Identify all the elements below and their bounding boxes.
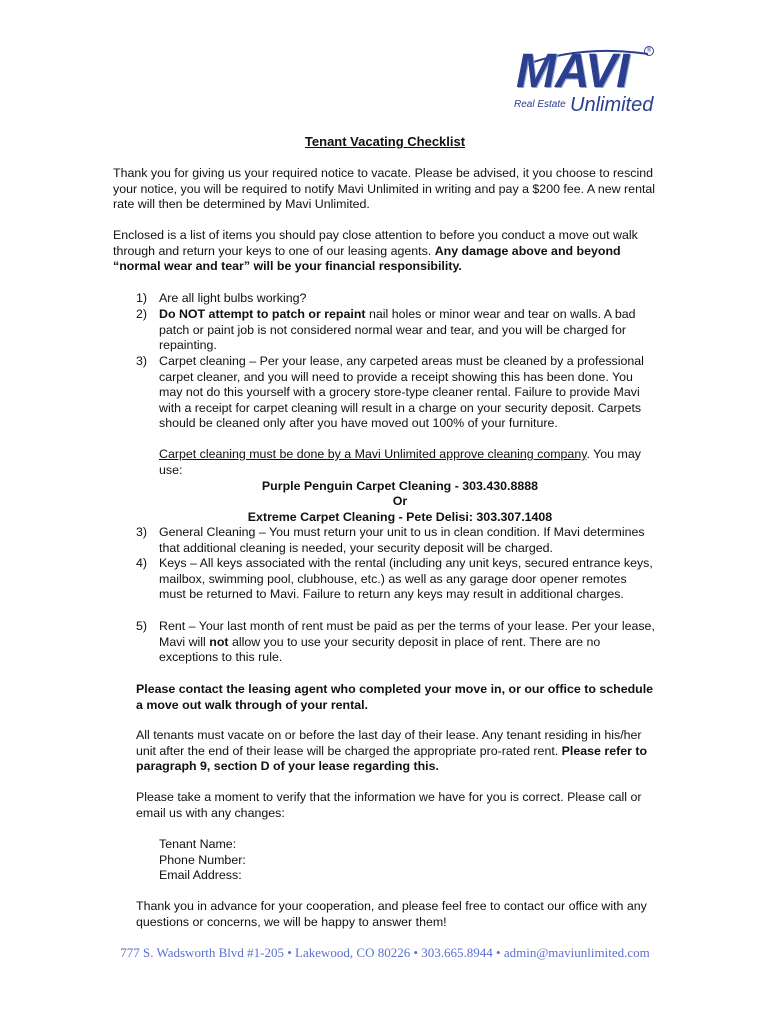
carpet-note	[159, 447, 656, 478]
carpet-note-rest: . You may use:	[159, 447, 641, 477]
enclosed-bold: Any damage above and beyond “normal wear and tear” will be your financial responsibility.	[113, 243, 621, 274]
item-number: 4)	[136, 556, 148, 570]
field-tenant-name: Tenant Name:	[159, 837, 237, 851]
item-rent-a: Rent – Your last month of rent must be paid as per the terms of your lease. Per your lease, Mavi will	[159, 619, 655, 649]
item-2-text	[159, 307, 656, 354]
vacate-bold: Please refer to paragraph 9, section D of your lease regarding this.	[136, 743, 648, 774]
vacate-text: All tenants must vacate on or before the last day of their lease. Any tenant residing in his/her unit after the end of their lease will be charged the appropriate pro-rated rent.	[136, 728, 642, 758]
enclosed-paragraph	[113, 228, 658, 275]
item-3-text: Carpet cleaning – Per your lease, any carpeted areas must be cleaned by a professional carpet cleaner, and you will need to provide a receipt showing this has been done. You may not do this yourself with a grocery store-type cleaner rental. Failure to provide Mavi with a receipt for carpet cleaning will result in a charge on your security deposit. Carpets should be cleaned only after you have moved out 100% of your furniture.	[159, 354, 644, 431]
item-number: 3)	[136, 525, 148, 539]
logo-registered-mark: ®	[644, 46, 654, 56]
vendor-first: Purple Penguin Carpet Cleaning - 303.430.8888	[261, 479, 539, 493]
item-number: 1)	[136, 291, 148, 305]
vendor-or: Or	[392, 494, 408, 508]
item-number: 2)	[136, 307, 148, 321]
item-2-rest: nail holes or minor wear and tear on walls. A bad patch or paint job is not considered normal wear and tear, and you will be charged for repainting.	[159, 307, 636, 353]
vendor-second: Extreme Carpet Cleaning - Pete Delisi: 303.307.1408	[247, 510, 553, 524]
item-rent	[159, 619, 656, 666]
enclosed-text: Enclosed is a list of items you should pay close attention to before you conduct a move out walk through and return your keys to one of our leasing agents.	[113, 228, 638, 258]
carpet-note-underlined: Carpet cleaning must be done by a Mavi Unlimited approve cleaning company	[159, 447, 587, 461]
item-number: 5)	[136, 619, 148, 633]
company-logo	[510, 44, 660, 120]
verify-paragraph: Please take a moment to verify that the information we have for you is correct. Please call or email us with any changes:	[136, 790, 642, 820]
logo-tagline-large: Unlimited	[570, 94, 654, 116]
item-keys: Keys – All keys associated with the rental (including any unit keys, secured entrance keys, mailbox, swimming pool, clubhouse, etc.) as well as any garage door opener remotes must be returned to Mavi. Failure to return any keys may result in additional charges.	[159, 556, 653, 602]
logo-tagline-small: Real Estate	[514, 99, 566, 110]
field-email-address: Email Address:	[159, 868, 242, 882]
field-phone-number: Phone Number:	[159, 853, 246, 867]
item-2-bold: Do NOT attempt to patch or repaint	[159, 307, 366, 321]
intro-paragraph: Thank you for giving us your required notice to vacate. Please be advised, it you choose to rescind your notice, you will be required to notify Mavi Unlimited in writing and pay a $200 fee. A new rental rate will then be determined by Mavi Unlimited.	[113, 166, 656, 212]
vacate-paragraph	[136, 728, 660, 775]
page-title: Tenant Vacating Checklist	[304, 134, 466, 149]
closing-paragraph: Thank you in advance for your cooperation, and please feel free to contact our office with any questions or concerns, we will be happy to answer them!	[136, 899, 647, 929]
item-rent-bold: not	[209, 634, 229, 649]
logo-brand: MAVI	[516, 45, 629, 98]
item-number: 3)	[136, 354, 148, 368]
item-1-text: Are all light bulbs working?	[159, 291, 307, 305]
contact-paragraph: Please contact the leasing agent who completed your move in, or our office to schedule a move out walk through of your rental.	[136, 682, 654, 712]
item-rent-b: allow you to use your security deposit in place of rent. There are no exceptions to this rule.	[159, 634, 601, 665]
footer-contact: 777 S. Wadsworth Blvd #1-205 • Lakewood, CO 80226 • 303.665.8944 • admin@maviunlimited.com	[120, 945, 650, 960]
item-general-cleaning: General Cleaning – You must return your unit to us in clean condition. If Mavi determines that additional cleaning is needed, your security deposit will be charged.	[159, 525, 645, 555]
